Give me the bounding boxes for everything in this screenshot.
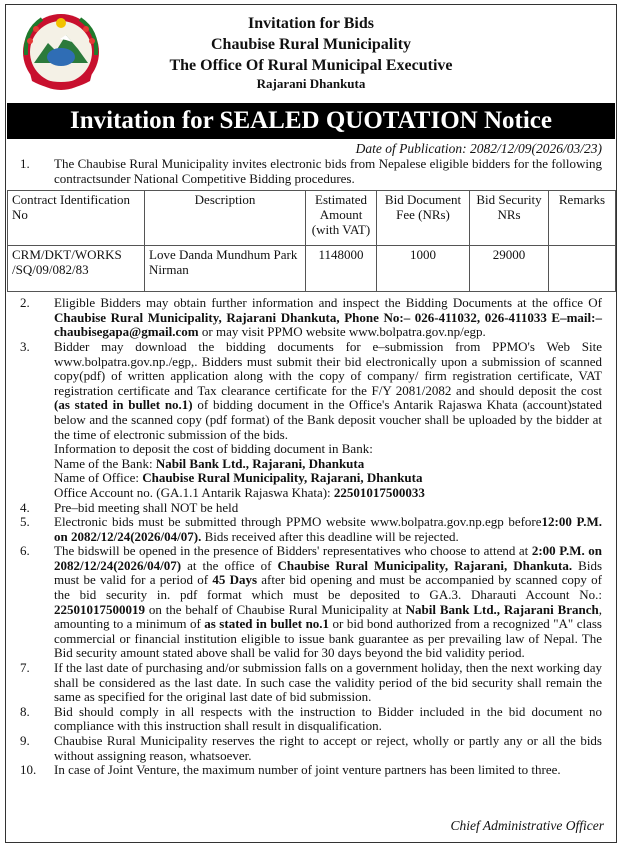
item-text: Bids received after this deadline will be rejected. — [201, 528, 459, 544]
bank-value: Nabil Bank Ltd., Rajarani, Dhankuta — [155, 455, 365, 471]
item-number: 9. — [20, 733, 30, 748]
notice-item-4 — [6, 501, 616, 516]
bold-text: 45 Days — [212, 572, 258, 588]
office-label: Name of Office: — [54, 470, 143, 486]
table-header-cell: Estimated Amount (with VAT) — [306, 191, 377, 246]
bold-text: as stated in bullet no.1 — [204, 616, 330, 632]
office-name-line — [54, 471, 602, 486]
item-number: 5. — [20, 514, 30, 530]
bold-text: (as stated in bullet no.1) — [54, 397, 193, 413]
table-header-cell: Description — [145, 191, 306, 246]
item-number: 7. — [20, 660, 30, 676]
account-value: 22501017500033 — [333, 484, 425, 500]
account-line — [54, 486, 602, 501]
table-header-row — [8, 191, 616, 246]
notice-items — [6, 296, 616, 778]
item-text: The bidswill be opened in the presence of Bidders' representatives who choose to attend at — [54, 543, 532, 559]
notice-item-7 — [6, 661, 616, 705]
table-header-cell: Bid Security NRs — [470, 191, 549, 246]
table-cell — [549, 246, 616, 292]
bank-info-heading: Information to deposit the cost of bidding document in Bank: — [54, 441, 373, 457]
publication-date: Date of Publication: 2082/12/09(2026/03/23) — [355, 141, 602, 156]
notice-item-5 — [6, 515, 616, 544]
item-text: or may visit PPMO website www.bolpatra.gov.np/egp. — [198, 324, 486, 340]
bid-table — [7, 190, 616, 292]
item-text: Chaubise Rural Municipality reserves the right to accept or reject, wholly or partly any or all the bids without assigning reason, whatsoever. — [54, 733, 602, 763]
item-number: 10. — [20, 762, 37, 778]
item-text: The Chaubise Rural Municipality invites electronic bids from Nepalese eligible bidders for the following contractsunder National Competitive Bidding procedures. — [54, 156, 602, 186]
table-cell: 1148000 — [306, 246, 377, 292]
notice-item-1 — [6, 157, 616, 186]
table-cell: CRM/DKT/WORKS /SQ/09/082/83 — [8, 246, 145, 292]
notice-header — [6, 5, 616, 103]
account-label: Office Account no. (GA.1.1 Antarik Rajaswa Khata): — [54, 484, 334, 500]
item-text: Eligible Bidders may obtain further information and inspect the Bidding Documents at the office Of — [54, 295, 602, 311]
signature-title: Chief Administrative Officer — [450, 818, 604, 833]
item-text: If the last date of purchasing and/or submission falls on a government holiday, then the next working day shall be considered as the last date. In such case the validity period of the bid security shall remain the same as specified for the original last date of bid submission. — [54, 660, 602, 705]
bank-label: Name of the Bank: — [54, 455, 156, 471]
item-number: 3. — [20, 338, 30, 354]
item-number: 4. — [20, 499, 30, 515]
item-text: of bidding document in the Office's Antarik Rajaswa Khata (account)stated below and the scanned copy (pdf format) of the Bank deposit voucher shall be uploaded by the bidder at the time of electronic submission of the bids. — [54, 397, 602, 442]
bold-text: 2:00 P.M. on 2082/12/24(2026/04/07) — [54, 543, 603, 573]
item-text: Bidder may download the bidding documents for e–submission from PPMO's Web Site www.bolpatra.gov.np./egp,. Bidders must submit their bid electronically upon a submission of scanned copy(pdf) of written application along with the copy of company/ firm registration certificate, VAT registration certificate and Tax clearance certificate for the F/Y 2081/2082 and should deposit the cost — [54, 338, 602, 398]
item-text: on the behalf of Chaubise Rural Municipality at — [145, 601, 406, 617]
item-text: Pre–bid meeting shall NOT be held — [54, 499, 239, 515]
table-header-cell: Remarks — [549, 191, 616, 246]
bank-name-line — [54, 457, 602, 472]
notice-item-6 — [6, 544, 616, 661]
bold-text: Chaubise Rural Municipality, Rajarani, Dhankuta. — [277, 557, 573, 573]
table-cell: 1000 — [377, 246, 470, 292]
item-text: , amounting to a minimum of — [54, 601, 603, 632]
table-cell: Love Danda Mundhum Park Nirman — [145, 246, 306, 292]
table-row — [8, 246, 616, 292]
table-cell: 29000 — [470, 246, 549, 292]
notice-banner: Invitation for SEALED QUOTATION Notice — [7, 103, 615, 139]
contact-details: Chaubise Rural Municipality, Rajarani Dhankuta, Phone No:– 026-411032, 026-411033 E–mail:– chaubisegapa@gmail.com — [54, 309, 602, 340]
notice-item-9 — [6, 734, 616, 763]
header-title: Invitation for Bids — [248, 15, 374, 32]
table-header-cell: Bid Document Fee (NRs) — [377, 191, 470, 246]
bold-text: 22501017500019 — [54, 601, 145, 617]
item-number: 8. — [20, 703, 30, 719]
item-text: Electronic bids must be submitted through PPMO website www.bolpatra.gov.np.egp before — [54, 514, 542, 530]
item-text: or bid bond authorized from a recognized "A" class commercial or financial institution eligible to issue bank guarantee as per prevailing law of Nepal. The Bid security amount stated above shall be valid for 30 days beyond the bid validity period. — [54, 616, 602, 661]
office-value: Chaubise Rural Municipality, Rajarani, Dhankuta — [142, 470, 423, 486]
item-number: 1. — [20, 156, 30, 171]
item-text: Bid should comply in all respects with the instruction to Bidder included in the bid document no compliance with this instruction shall result in disqualification. — [54, 703, 602, 734]
table-header-cell: Contract Identification No — [8, 191, 145, 246]
bold-text: Nabil Bank Ltd., Rajarani Branch — [405, 601, 599, 617]
item-text: at the office of — [181, 557, 278, 573]
nepal-government-emblem-icon — [20, 11, 102, 93]
notice-item-10 — [6, 763, 616, 778]
notice-item-8 — [6, 705, 616, 734]
notice-item-2 — [6, 296, 616, 340]
item-text: after bid opening and must be accompanied by scanned copy of the bid security in. pdf format which must be deposited to GA.3. Dharauti Account No.: — [54, 572, 602, 603]
deadline: 12:00 P.M. on 2082/12/24(2026/04/07). — [54, 514, 602, 544]
item-text: In case of Joint Venture, the maximum number of joint venture partners has been limited to three. — [54, 762, 561, 778]
notice-page — [5, 4, 617, 843]
item-number: 2. — [20, 295, 30, 311]
notice-item-3 — [6, 340, 616, 501]
office-name: The Office Of Rural Municipal Executive — [169, 57, 453, 74]
office-location: Rajarani Dhankuta — [256, 76, 366, 91]
municipality-name: Chaubise Rural Municipality — [210, 36, 412, 53]
item-number: 6. — [20, 543, 30, 559]
item-text: Bids must be valid for a period of — [54, 557, 603, 588]
